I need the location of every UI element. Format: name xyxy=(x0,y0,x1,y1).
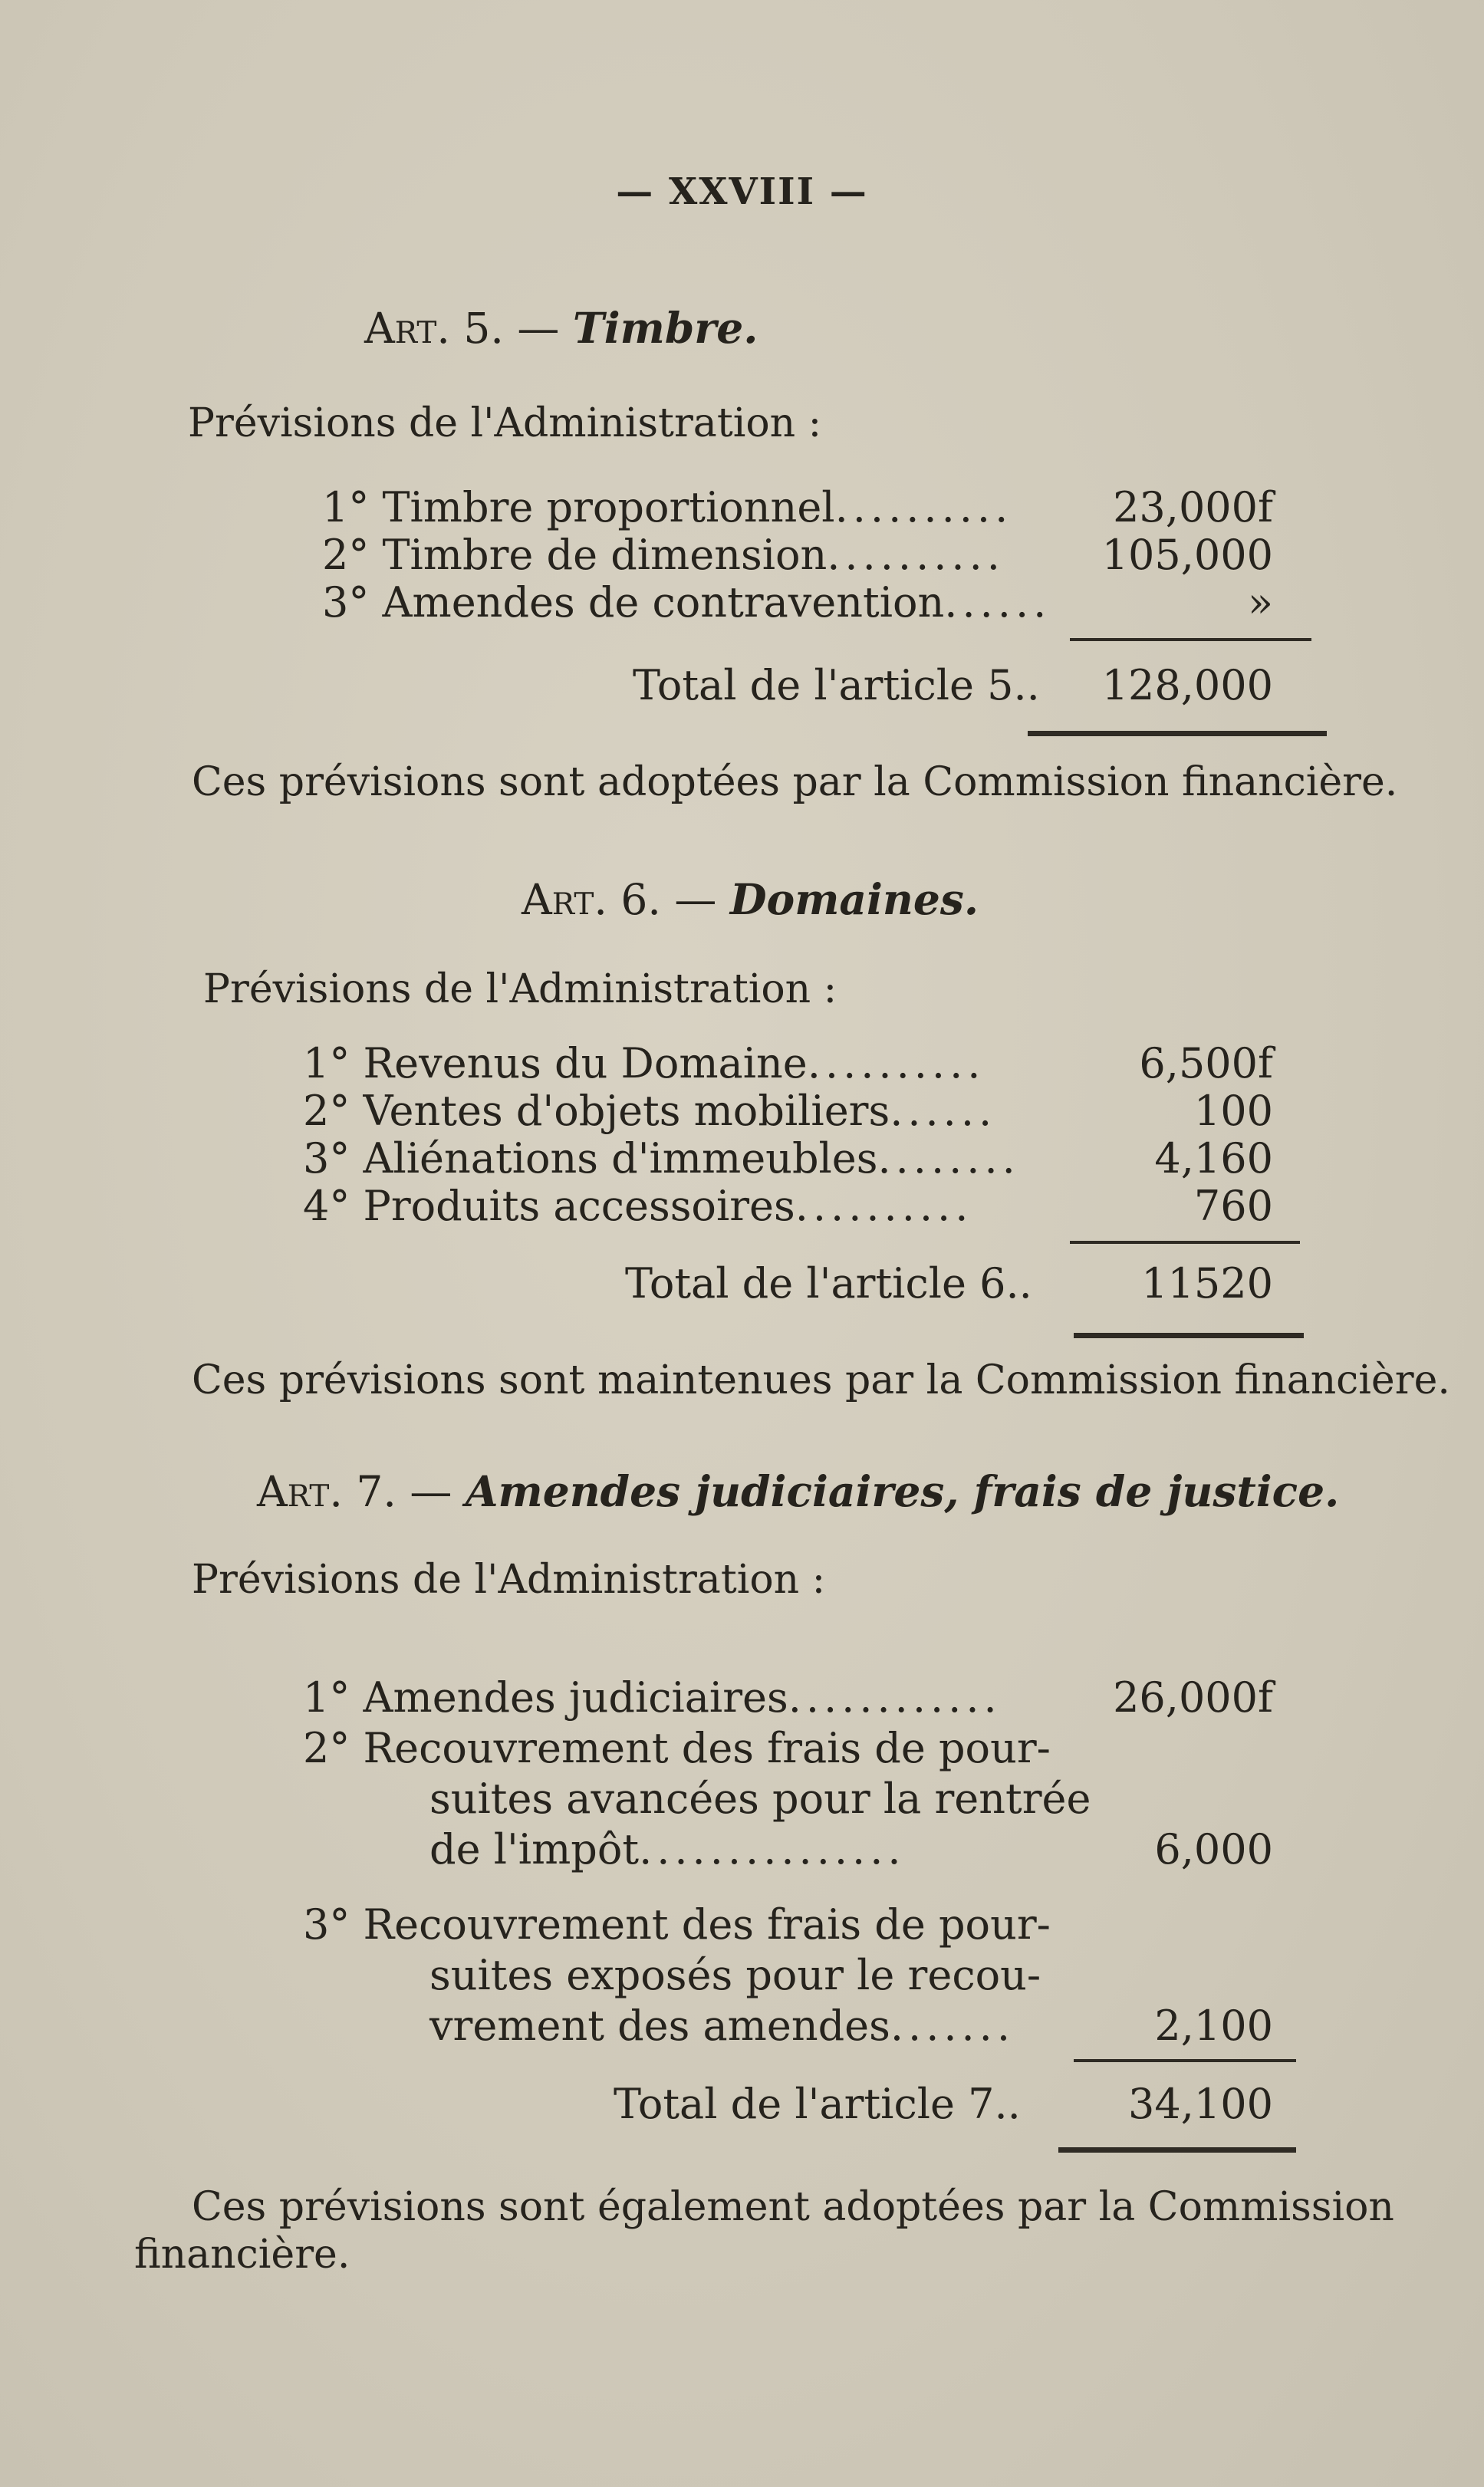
art5-item-2-amount: 105,000 xyxy=(1101,531,1273,579)
art6-item-4-amount: 760 xyxy=(1193,1182,1273,1230)
art6-item-1-amount: 6,500f xyxy=(1139,1039,1273,1087)
art7-label: Art. 7. — xyxy=(257,1467,452,1516)
art6-heading: Domaines. xyxy=(729,874,979,924)
item-label: 3° Aliénations d'immeubles xyxy=(303,1134,878,1183)
art7-item-3-line1: 3° Recouvrement des frais de pour- xyxy=(303,1900,1051,1949)
leader-dots: .......... xyxy=(827,531,1005,579)
leader-dots: .......... xyxy=(795,1182,973,1230)
art7-conclusion-line1: Ces prévisions sont également adoptées par la Commission xyxy=(192,2184,1394,2230)
art7-item-3-line3 xyxy=(429,2002,1015,2050)
art7-total-amount: 34,100 xyxy=(1128,2080,1273,2128)
art6-total-label: Total de l'article 6.. xyxy=(625,1259,1032,1308)
item-label: 2° Ventes d'objets mobiliers xyxy=(303,1087,890,1135)
art7-title xyxy=(257,1466,1339,1516)
art7-item-3-amount: 2,100 xyxy=(1154,2002,1273,2050)
art7-conclusion-line2: financière. xyxy=(134,2232,350,2278)
leader-dots: .......... xyxy=(807,1039,985,1087)
item-label: de l'impôt xyxy=(429,1825,640,1873)
art7-item-2-line2: suites avancées pour la rentrée xyxy=(429,1775,1091,1823)
art7-total-rule xyxy=(1058,2147,1296,2153)
art7-item-3-line2: suites exposés pour le recou- xyxy=(429,1951,1041,1999)
leader-dots: ............... xyxy=(639,1825,906,1873)
art7-item-1-amount: 26,000f xyxy=(1113,1673,1273,1722)
art6-item-2-amount: 100 xyxy=(1193,1087,1273,1135)
art5-item-1 xyxy=(322,483,1012,531)
art6-label: Art. 6. — xyxy=(522,875,717,924)
art6-conclusion: Ces prévisions sont maintenues par la Commission financière. xyxy=(192,1357,1450,1403)
art7-total-label: Total de l'article 7.. xyxy=(614,2080,1021,2128)
art6-total-rule xyxy=(1074,1333,1304,1338)
art7-sum-rule xyxy=(1074,2059,1296,2062)
item-label: vrement des amendes xyxy=(429,2002,890,2050)
art7-item-2-line1: 2° Recouvrement des frais de pour- xyxy=(303,1724,1051,1772)
art7-item-2-amount: 6,000 xyxy=(1154,1825,1273,1873)
art6-item-2 xyxy=(303,1087,996,1135)
art5-item-2 xyxy=(322,531,1005,579)
art5-title xyxy=(364,303,758,353)
art5-heading: Timbre. xyxy=(572,303,758,353)
art5-total-amount: 128,000 xyxy=(1101,661,1273,709)
item-label: 1° Timbre proportionnel xyxy=(322,483,835,531)
art6-intro: Prévisions de l'Administration : xyxy=(203,966,837,1012)
art5-item-3 xyxy=(322,578,1051,627)
page-header: — XXVIII — xyxy=(616,170,868,213)
leader-dots: .......... xyxy=(834,483,1013,531)
art7-heading: Amendes judiciaires, frais de justice. xyxy=(465,1466,1340,1516)
art7-intro: Prévisions de l'Administration : xyxy=(192,1557,826,1603)
art6-sum-rule xyxy=(1070,1241,1300,1244)
item-label: 4° Produits accessoires xyxy=(303,1182,795,1230)
art6-item-1 xyxy=(303,1039,985,1087)
art5-total-rule xyxy=(1028,731,1327,736)
art7-item-2-line3 xyxy=(429,1825,906,1873)
leader-dots: ...... xyxy=(890,1087,997,1135)
art6-item-3-amount: 4,160 xyxy=(1154,1134,1273,1183)
art5-item-3-amount: » xyxy=(1247,578,1273,627)
art5-label: Art. 5. — xyxy=(364,304,560,353)
art6-item-3 xyxy=(303,1134,1020,1183)
art5-conclusion: Ces prévisions sont adoptées par la Commission financière. xyxy=(192,759,1398,805)
leader-dots: ............ xyxy=(788,1673,1002,1722)
item-label: 2° Timbre de dimension xyxy=(322,531,828,579)
leader-dots: ....... xyxy=(890,2002,1015,2050)
art5-intro: Prévisions de l'Administration : xyxy=(188,400,822,446)
art6-item-4 xyxy=(303,1182,972,1230)
item-label: 1° Revenus du Domaine xyxy=(303,1039,808,1087)
art6-total-amount: 11520 xyxy=(1141,1259,1273,1308)
art5-item-1-amount: 23,000f xyxy=(1113,483,1273,531)
art6-title xyxy=(522,874,979,924)
item-label: 3° Amendes de contravention xyxy=(322,578,945,627)
leader-dots: ...... xyxy=(944,578,1051,627)
art5-sum-rule xyxy=(1070,638,1311,641)
item-label: 1° Amendes judiciaires xyxy=(303,1673,788,1722)
art7-item-1 xyxy=(303,1673,1002,1722)
leader-dots: ........ xyxy=(877,1134,1020,1183)
art5-total-label: Total de l'article 5.. xyxy=(633,661,1040,709)
